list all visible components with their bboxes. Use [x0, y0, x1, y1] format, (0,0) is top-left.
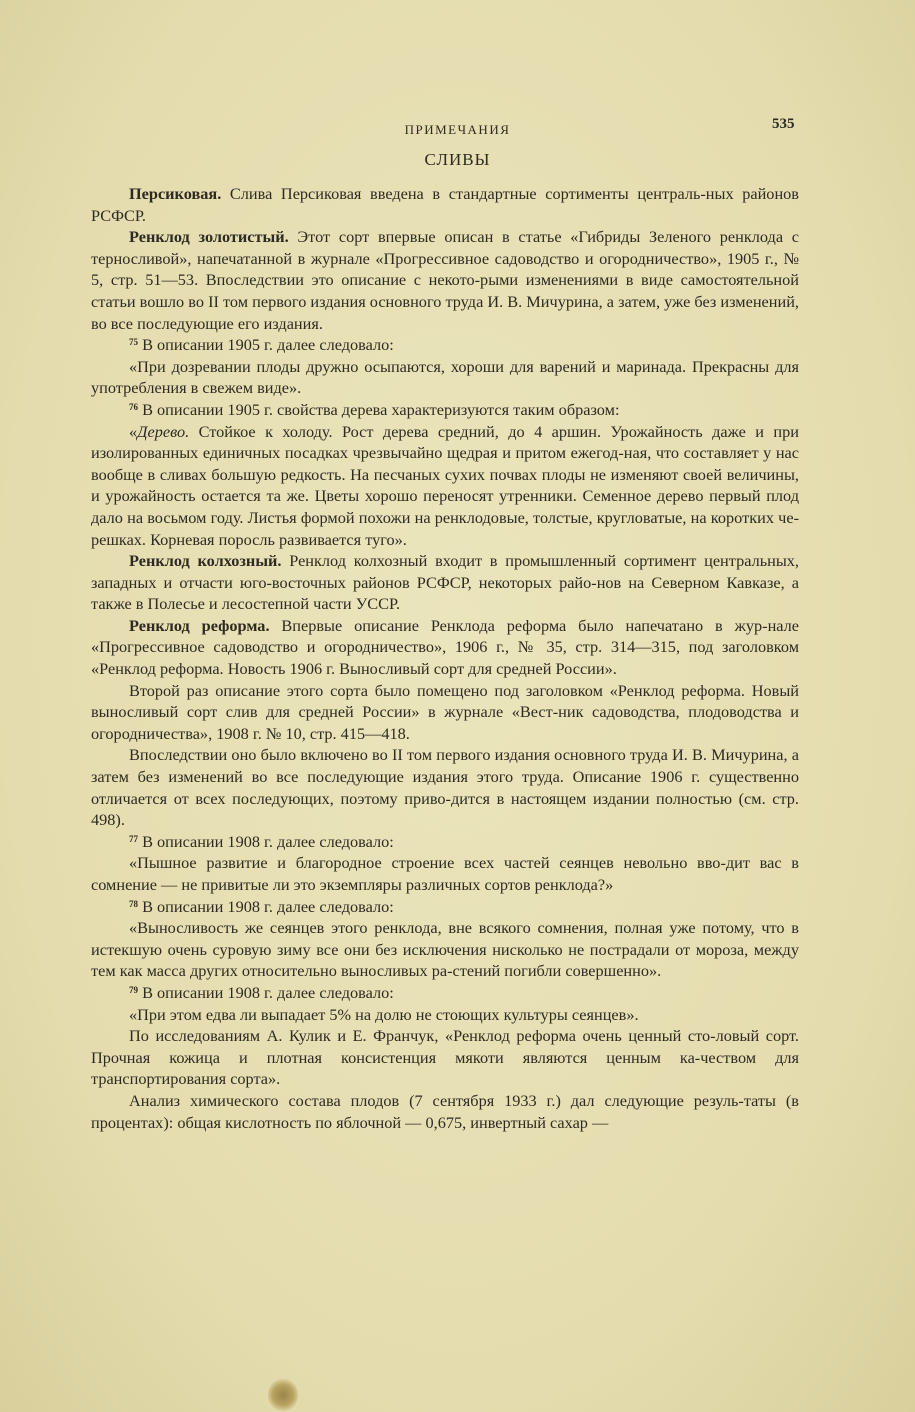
section-title: СЛИВЫ	[424, 150, 491, 169]
quote-paragraph	[91, 917, 799, 982]
term-heading: Персиковая.	[129, 184, 222, 203]
footnote-78	[91, 896, 799, 918]
paragraph-persikovaya	[91, 183, 799, 226]
term-heading: Ренклод золотистый.	[129, 227, 289, 247]
paper-stain	[268, 1378, 298, 1412]
paragraph-text: Анализ химического состава плодов (7 сентября 1933 г.) дал следующие резуль-таты (в процентах): общая кислотность по яблочной — 0,675, инвертный сахар —	[91, 1090, 799, 1132]
paragraph-text: «Выносливость же сеянцев этого ренклода, вне всякого сомнения, полная уже потому, что в истекшую очень суровую зиму все они без исключения нисколько не пострадали от мороза, между тем как масса других относительно выносливых ра-стений погибли совершенно».	[91, 918, 799, 981]
italic-term: Дерево.	[137, 421, 190, 441]
note-number: 77	[129, 833, 138, 844]
term-heading: Ренклод реформа.	[129, 615, 270, 635]
paragraph-text: Слива Персиковая введена в стандартные сортименты централь-ных районов РСФСР.	[91, 184, 799, 225]
paragraph-text: В описании 1908 г. далее следовало:	[138, 982, 394, 1002]
paragraph-text: Ренклод колхозный входит в промышленный сортимент центральных, западных и отчасти юго-восточных районов РСФСР, некоторых райо-нов на Северном Кавказе, а также в Полесье и лесостепной части УССР.	[91, 551, 799, 614]
note-number: 79	[129, 984, 138, 995]
paragraph	[91, 1025, 799, 1090]
paragraph	[91, 744, 799, 830]
paragraph-text: В описании 1908 г. далее следовало:	[138, 896, 394, 916]
paragraph-text: «При дозревании плоды дружно осыпаются, хороши для варений и маринада. Прекрасны для употребления в свежем виде».	[91, 356, 799, 398]
footnote-75	[91, 334, 799, 356]
paragraph-text: В описании 1908 г. далее следовало:	[138, 831, 394, 851]
paragraph-text: Этот сорт впервые описан в статье «Гибриды Зеленого ренклода с терносливой», напечатанной в журнале «Прогрессивное садоводство и огородничество», 1905 г., № 5, стр. 51—53. Впоследствии это описание с некото-рыми изменениями в виде самостоятельной статьи вошло во II том первого издания основного труда И. В. Мичурина, а затем, уже без изменений, во все последующие его издания.	[91, 227, 800, 333]
quote-open: «	[129, 421, 138, 441]
paragraph-renklod-reforma	[91, 615, 799, 680]
quote-paragraph	[91, 852, 799, 895]
paragraph-text: Впервые описание Ренклода реформа было напечатано в жур-нале «Прогрессивное садоводство и огородничество», 1906 г., № 35, стр. 314—315, под заголовком «Ренклод реформа. Новость 1906 г. Выносливый сорт для средней России».	[91, 615, 799, 679]
note-number: 78	[129, 898, 138, 909]
paragraph-text: «Пышное развитие и благородное строение всех частей сеянцев невольно вво-дит вас в сомнение — не привитые ли это экземпляры различных сортов ренклода?»	[91, 853, 799, 894]
paragraph-text: «При этом едва ли выпадает 5% на долю не стоющих культуры сеянцев».	[129, 1004, 639, 1024]
body-text	[91, 183, 799, 1133]
footnote-76	[91, 399, 799, 421]
paragraph-text: Впоследствии оно было включено во II том первого издания основного труда И. В. Мичурина, а затем без изменений во все последующие издания этого труда. Описание 1906 г. существенно отличается от всех последующих, поэтому приво-дится в настоящем издании полностью (см. стр. 498).	[91, 745, 799, 830]
footnote-77	[91, 831, 799, 853]
page-number: 535	[772, 116, 795, 132]
paragraph-text: Второй раз описание этого сорта было помещено под заголовком «Ренклод реформа. Новый выносливый сорт слив для средней России» в журнале «Вест-ник садоводства, плодоводства и огородничества», 1908 г. № 10, стр. 415—418.	[91, 680, 799, 743]
paragraph-text: По исследованиям А. Кулик и Е. Франчук, «Ренклод реформа очень ценный сто-ловый сорт. Прочная кожица и плотная консистенция мякоти являются ценным ка-чеством для транспортирования сорта».	[91, 1026, 799, 1089]
paragraph	[91, 1090, 799, 1133]
running-title: ПРИМЕЧАНИЯ	[404, 122, 511, 137]
quote-paragraph	[91, 356, 799, 399]
footnote-79	[91, 982, 799, 1004]
paragraph	[91, 680, 799, 745]
quote-paragraph	[91, 1004, 799, 1026]
note-number: 75	[129, 337, 138, 348]
note-number: 76	[129, 401, 138, 412]
term-heading: Ренклод колхозный.	[129, 551, 282, 571]
quote-paragraph	[91, 421, 799, 551]
paragraph-text: Стойкое к холоду. Рост дерева средний, до 4 аршин. Урожайность даже и при изолированных единичных посадках чрезвычайно щедрая и притом ежегод-ная, что составляет у нас вообще в сливах большую редкость. На песчаных сухих почвах плоды не изменяют своей величины, и урожайность остается та же. Цветы хорошо переносят утренники. Семенное дерево первый плод дало на восьмом году. Листья формой похожи на ренклодовые, толстые, кругловатые, на коротких че-решках. Корневая поросль развивается туго».	[91, 421, 799, 549]
paragraph-renklod-kolkhoznyi	[91, 550, 799, 615]
paragraph-text: В описании 1905 г. далее следовало:	[138, 335, 394, 355]
paragraph-text: В описании 1905 г. свойства дерева характеризуются таким образом:	[138, 399, 620, 419]
paragraph-renklod-zolotistyi	[91, 226, 799, 334]
